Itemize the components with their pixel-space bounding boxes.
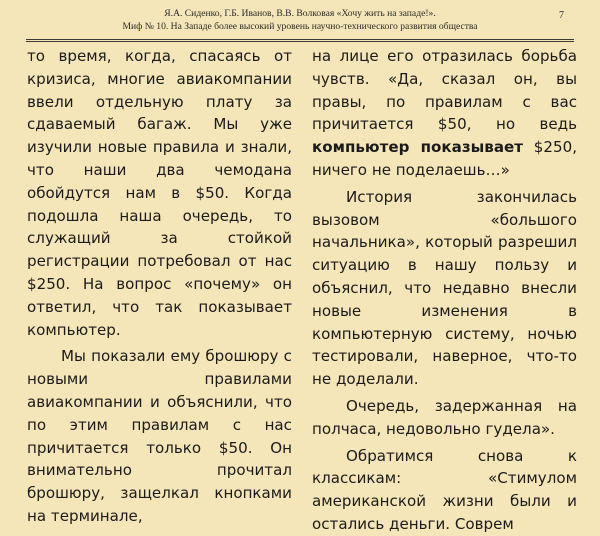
running-header [0,8,600,33]
paragraph: Мы показали ему брошюру с новыми правилами авиакомпании и объяснили, что по этим правилам с нас причитается только $50. Он внимательно прочитал брошюру, защелкал кнопками на терминале, [27,347,292,525]
header-authors-title: Я.А. Сиденко, Г.Б. Иванов, В.В. Волковая «Хочу жить на западе!». [164,8,436,19]
right-text-column [312,45,577,536]
page-number: 7 [559,10,564,21]
paragraph: Обратимся снова к классикам: «Стимулом американской жизни были и остались деньги. Соврем [312,446,577,533]
header-section-title: Миф № 10. На Западе более высокий уровень научно-технического развития общества [122,20,478,32]
paragraph: История закончилась вызовом «большого начальника», который разрешил ситуацию в нашу пользу и объяснил, что недавно внесли новые изменения в компьютерную систему, ночью тестировали, наверное, что-то не доделали. [312,187,577,389]
header-divider [26,39,574,40]
text-run: $250, ничего не поделаешь…» [312,138,577,179]
text-run: на лице его отразилась борьба чувств. «Да, сказал он, вы правы, по правилам с вас причитается $50, но ведь [312,47,577,134]
paragraph [312,45,577,182]
paragraph: то время, когда, спасаясь от кризиса, многие авиакомпании ввели отдельную плату за сдаваемый багаж. Мы уже изучили новые правила и знали, что наши два чемодана обойдутся нам в $50. Когда подошла наша очередь, то служащий за стойкой регистрации потребовал от нас $250. На вопрос «почему» он ответил, что так показывает компьютер. [27,47,292,339]
bold-emphasis: компьютер показывает [312,138,523,157]
paragraph: Очередь, задержанная на полчаса, недовольно гудела». [312,396,577,438]
left-text-column [27,45,292,528]
header-divider-double [26,41,574,42]
